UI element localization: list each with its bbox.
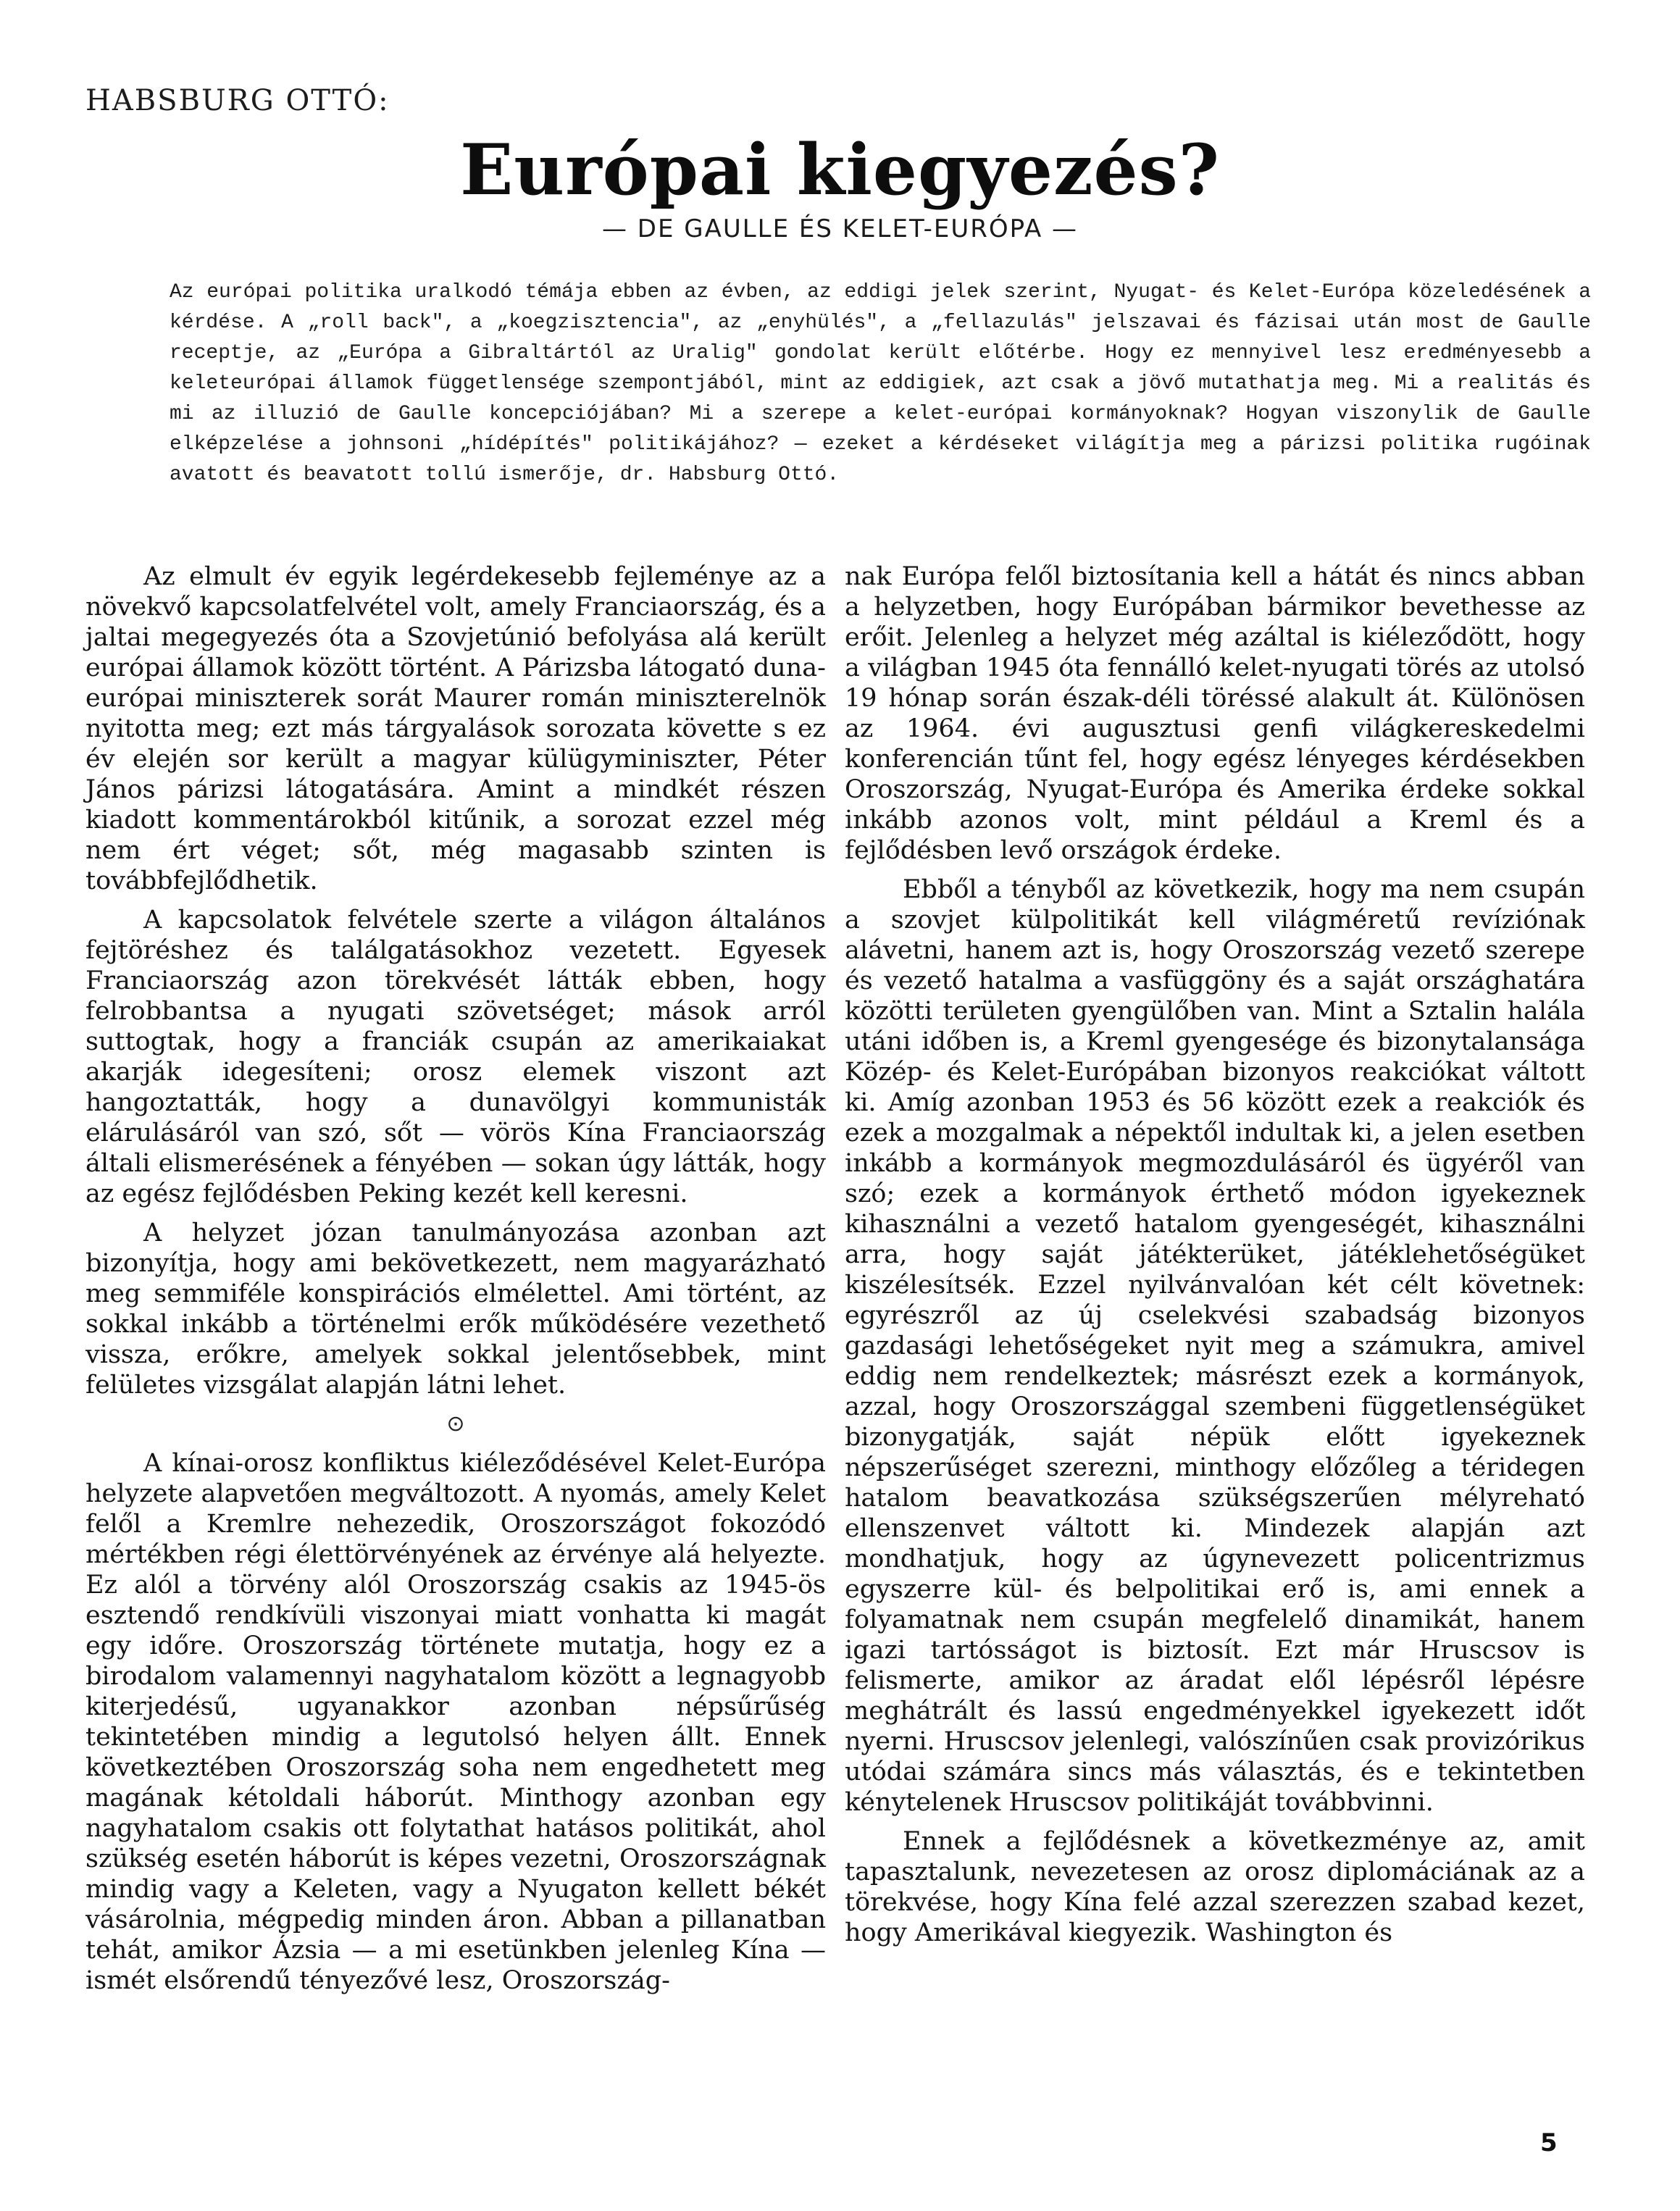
article-lead: Az európai politika uralkodó témája ebben az évben, az eddigi jelek szerint, Nyugat- és Kelet-Európa közeledésének a kérdése. A „roll back", a „koegzisztencia", az „enyhülés", a „fellazulás" jelszavai és fázisai után most de Gaulle receptje, az „Európa a Gibraltártól az Uralig" gondolat került előtérbe. Hogy ez mennyivel lesz eredményesebb a keleteurópai államok függetlensége szempontjából, mint az eddigiek, azt csak a jövő mutathatja meg. Mi a realitás és mi az illuzió de Gaulle koncepciójában? Mi a szerepe a kelet-európai kormányoknak? Hogyan viszonylik de Gaulle elképzelése a johnsoni „hídépítés" politikájához? — ezeket a kérdéseket világítja meg a párizsi politika rugóinak avatott és beavatott tollú ismerője, dr. Habsburg Ottó. bbox=[170, 281, 1591, 486]
left-column bbox=[85, 561, 826, 2005]
page-number: 5 bbox=[1540, 2128, 1558, 2157]
article-title: Európai kiegyezés? bbox=[460, 129, 1220, 211]
right-column bbox=[845, 561, 1585, 1957]
author-byline: HABSBURG OTTÓ: bbox=[85, 84, 390, 117]
body-paragraph: Ebből a tényből az következik, hogy ma nem csupán a szovjet külpolitikát kell világméretű revíziónak alávetni, hanem azt is, hogy Oroszország vezető szerepe és vezető hatalma a vasfüggöny és a saját országhatára közötti területen gyengülőben van. Mint a Sztalin halála utáni időben is, a Kreml gyengesége és bizonytalansága Közép- és Kelet-Európában bizonyos reakciókat váltott ki. Amíg azonban 1953 és 56 között ezek a reakciók és ezek a mozgalmak a népektől indultak ki, a jelen esetben inkább a kormányok megmozdulásáról és ügyéről van szó; ezek a kormányok érthető módon igyekeznek kihasználni a vezető hatalom gyengeségét, kihasználni arra, hogy saját játékterüket, játéklehetőségüket kiszélesítsék. Ezzel nyilvánvalóan két célt követnek: egyrészről az új cselekvési szabadság bizonyos gazdasági lehetőségeket nyit meg a számukra, amivel eddig nem rendelkeztek; másrészt ezek a kormányok, azzal, hogy Oroszországgal szembeni függetlenségüket bizonygatják, saját népük előtt igyekeznek népszerűséget szerezni, minthogy előzőleg a téridegen hatalom beavatkozása szükségszerűen mélyreható ellenszenvet váltott ki. Mindezek alapján azt mondhatjuk, hogy az úgynevezett policentrizmus egyszerre kül- és belpolitikai erő is, ami ennek a folyamatnak nem csupán megfelelő dinamikát, hanem igazi tartósságot is biztosít. Ezt már Hruscsov is felismerte, amikor az áradat elől lépésről lépésre meghátrált és lassú engedményekkel igyekezett időt nyerni. Hruscsov jelenlegi, valószínűen csak provizórikus utódai számára sincs más választás, és e tekintetben kénytelenek Hruscsov politikáját továbbvinni. bbox=[845, 875, 1585, 1817]
body-paragraph: Ennek a fejlődésnek a következménye az, amit tapasztalunk, nevezetesen az orosz diplomáciának az a törekvése, hogy Kína felé azzal szerezzen szabad kezet, hogy Amerikával kiegyezik. Washington és bbox=[845, 1827, 1585, 1947]
section-divider-icon: ⊙ bbox=[446, 1411, 465, 1437]
body-paragraph: Az elmult év egyik legérdekesebb fejleménye az a növekvő kapcsolatfelvétel volt, amely Franciaország, és a jaltai megegyezés óta a Szovjetúnió befolyása alá került európai államok között történt. A Párizsba látogató duna-európai miniszterek sorát Maurer román miniszterelnök nyitotta meg; ezt más tárgyalások sorozata követte s ez év elején sor került a magyar külügyminiszter, Péter János párizsi látogatására. Amint a mindkét részen kiadott kommentárokból kitűnik, a sorozat ezzel még nem ért véget; sőt, még magasabb szinten is továbbfejlődhetik. bbox=[85, 562, 826, 895]
body-paragraph: A kínai-orosz konfliktus kiéleződésével Kelet-Európa helyzete alapvetően megváltozott. A nyomás, amely Kelet felől a Kremlre nehezedik, Oroszországot fokozódó mértékben régi élettörvényének az érvénye alá helyezte. Ez alól a törvény alól Oroszország csakis az 1945-ös esztendő rendkívüli viszonyai miatt vonhatta ki magát egy időre. Oroszország története mutatja, hogy ez a birodalom valamennyi nagyhatalom között a legnagyobb kiterjedésű, ugyanakkor azonban népsűrűség tekintetében mindig a legutolsó helyen állt. Ennek következtében Oroszország soha nem engedhetett meg magának kétoldali háborút. Minthogy azonban egy nagyhatalom csakis ott folytathat hatásos politikát, ahol szükség esetén háborút is képes vezetni, Oroszországnak mindig vagy a Keleten, vagy a Nyugaton kellett békét vásárolnia, mégpedig minden áron. Abban a pillanatban tehát, amikor Ázsia — a mi esetünkben jelenleg Kína — ismét elsőrendű tényezővé lesz, Oroszország- bbox=[85, 1449, 826, 1995]
body-paragraph-continued: nak Európa felől biztosítania kell a hátát és nincs abban a helyzetben, hogy Európában bármikor bevethesse az erőit. Jelenleg a helyzet még azáltal is kiéleződött, hogy a világban 1945 óta fennálló kelet-nyugati törés az utolsó 19 hónap során észak-déli töréssé alakult át. Különösen az 1964. évi augusztusi genfi világkereskedelmi konferencián tűnt fel, hogy egész lényeges kérdésekben Oroszország, Nyugat-Európa és Amerika érdeke sokkal inkább azonos volt, mint például a Kreml és a fejlődésben levő országok érdeke. bbox=[845, 562, 1585, 865]
article-subtitle: — DE GAULLE ÉS KELET-EURÓPA — bbox=[601, 214, 1079, 243]
body-paragraph: A kapcsolatok felvétele szerte a világon általános fejtöréshez és találgatásokhoz vezetett. Egyesek Franciaország azon törekvését látták ebben, hogy felrobbantsa a nyugati szövetséget; mások arról suttogtak, hogy a franciák csupán az amerikaiakat akarják idegesíteni; orosz elemek viszont azt hangoztatták, hogy a dunavölgyi kommunisták elárulásáról van szó, sőt — vörös Kína Franciaország általi elismerésének a fényében — sokan úgy látták, hogy az egész fejlődésben Peking kezét kell keresni. bbox=[85, 906, 826, 1208]
body-paragraph: A helyzet józan tanulmányozása azonban azt bizonyítja, hogy ami bekövetkezett, nem magyarázható meg semmiféle konspirációs elmélettel. Ami történt, az sokkal inkább a történelmi erők működésére vezethető vissza, erőkre, amelyek sokkal jelentősebbek, mint felületes vizsgálat alapján látni lehet. bbox=[85, 1219, 826, 1400]
